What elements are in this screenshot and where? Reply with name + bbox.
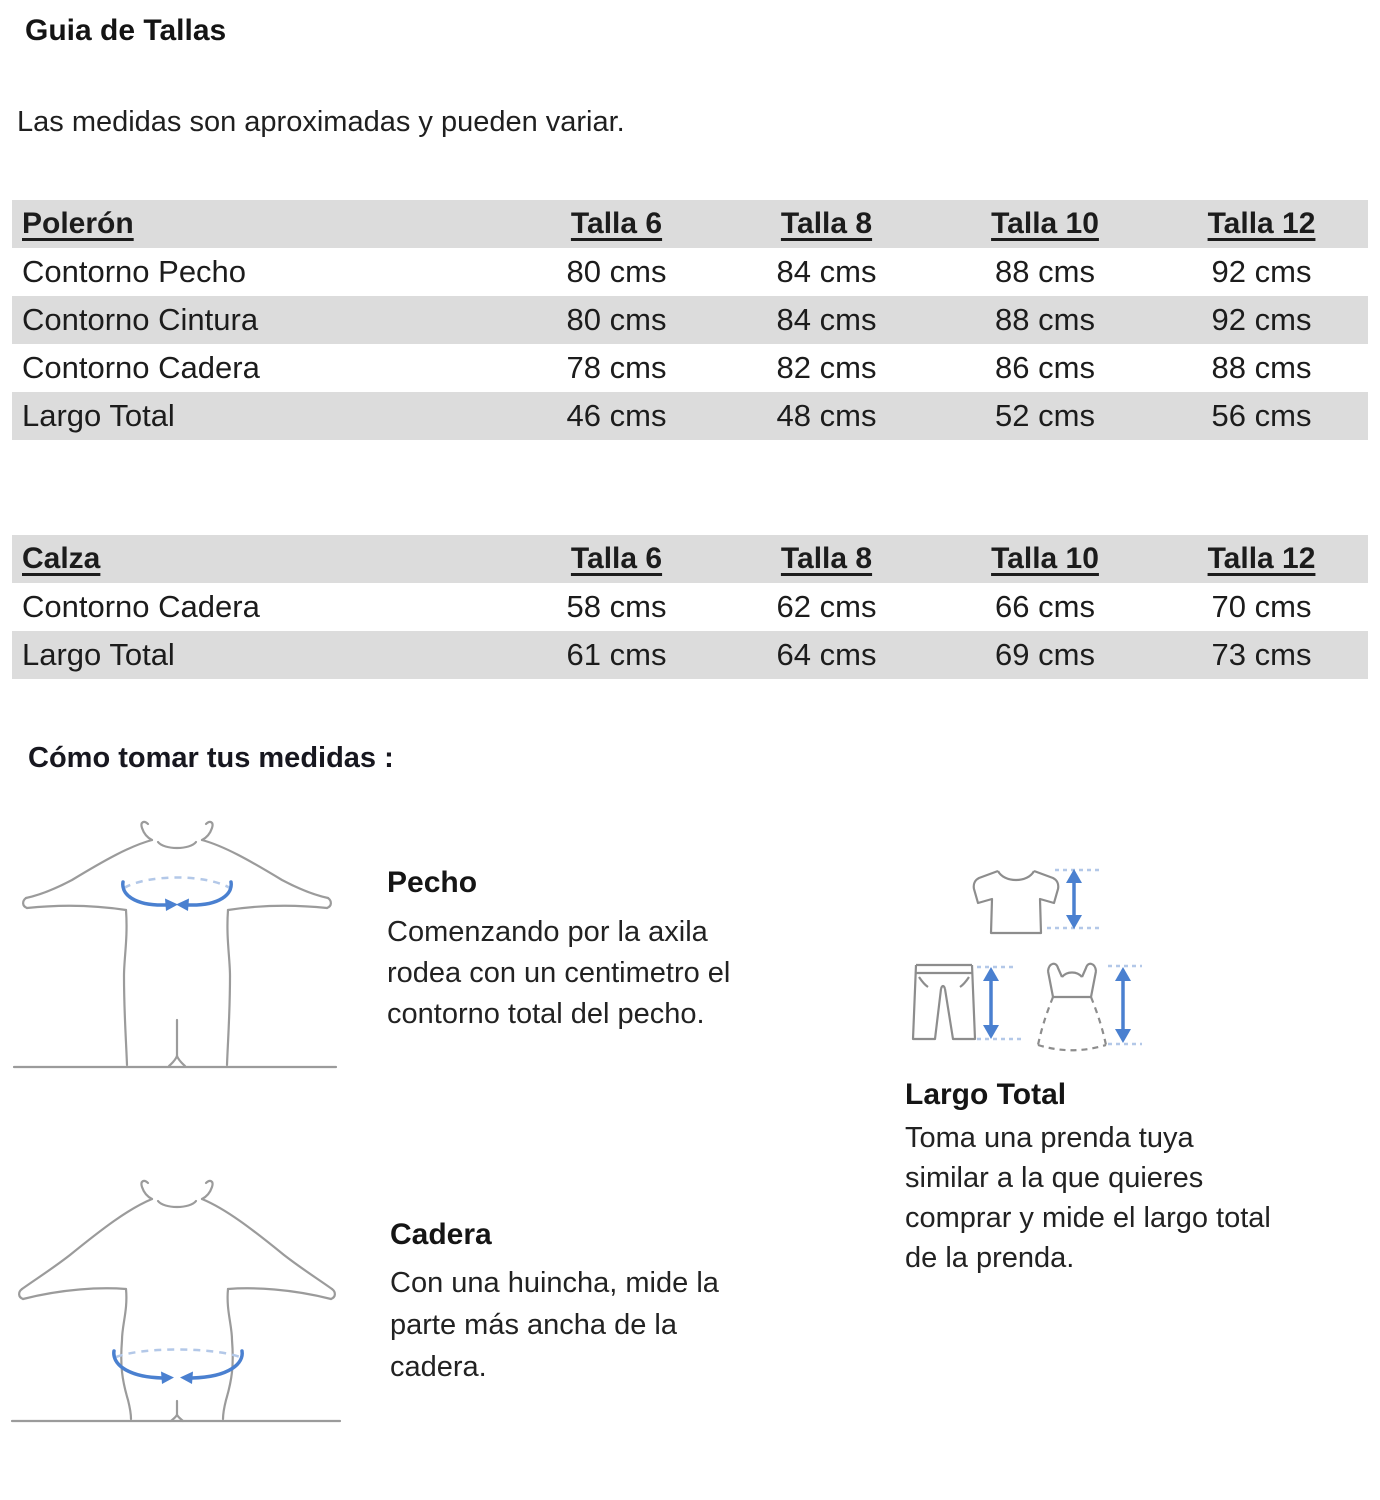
cell-value: 88 cms	[995, 302, 1095, 337]
row-label: Largo Total	[22, 637, 175, 672]
table-row	[12, 248, 1368, 296]
page-title: Guia de Tallas	[25, 14, 227, 47]
vertical-measure-arrow-icon	[977, 967, 1021, 1039]
cell-value: 73 cms	[1211, 637, 1312, 672]
column-header: Talla 12	[1207, 542, 1316, 575]
row-label: Contorno Cadera	[22, 350, 260, 385]
cadera-paragraph	[390, 1262, 719, 1388]
calza-size-table	[12, 535, 1368, 679]
cell-value: 92 cms	[1211, 302, 1312, 337]
table-row	[12, 583, 1368, 631]
cell-value: 82 cms	[776, 350, 877, 385]
pants-icon	[913, 965, 975, 1039]
chest-measure-figure	[10, 818, 345, 1070]
cell-value: 70 cms	[1211, 589, 1312, 624]
table-row	[12, 296, 1368, 344]
cell-value: 80 cms	[566, 254, 667, 289]
column-header: Talla 6	[570, 207, 663, 240]
row-label: Contorno Pecho	[22, 254, 247, 289]
table-row	[12, 631, 1368, 679]
largo-line: similar a la que quieres	[905, 1162, 1204, 1194]
cadera-line: cadera.	[390, 1351, 487, 1383]
dress-icon	[1038, 964, 1106, 1051]
cell-value: 56 cms	[1211, 398, 1312, 433]
cell-value: 84 cms	[776, 254, 877, 289]
cell-value: 46 cms	[566, 398, 667, 433]
cell-value: 52 cms	[995, 398, 1095, 433]
cell-value: 64 cms	[776, 637, 877, 672]
table-row	[12, 392, 1368, 440]
largo-line: Toma una prenda tuya	[905, 1122, 1194, 1154]
row-label: Contorno Cadera	[22, 589, 260, 624]
column-header: Talla 6	[570, 542, 663, 575]
cell-value: 69 cms	[995, 637, 1095, 672]
cell-value: 80 cms	[566, 302, 667, 337]
garment-length-icons	[895, 855, 1150, 1055]
row-label: Contorno Cintura	[22, 302, 259, 337]
pecho-line: contorno total del pecho.	[387, 998, 705, 1030]
column-header: Talla 8	[780, 542, 873, 575]
table-header-row	[12, 535, 1368, 583]
column-header: Talla 12	[1207, 207, 1316, 240]
hip-measure-figure	[10, 1175, 345, 1423]
table-name: Calza	[22, 542, 101, 575]
largo-line: de la prenda.	[905, 1242, 1075, 1274]
cell-value: 88 cms	[1211, 350, 1312, 385]
cell-value: 61 cms	[566, 637, 667, 672]
cadera-title: Cadera	[390, 1218, 492, 1251]
table-row	[12, 344, 1368, 392]
cell-value: 88 cms	[995, 254, 1095, 289]
cell-value: 84 cms	[776, 302, 877, 337]
pecho-title: Pecho	[387, 866, 478, 899]
largo-total-paragraph	[905, 1118, 1271, 1278]
poleron-size-table	[12, 200, 1368, 440]
column-header: Talla 8	[780, 207, 873, 240]
cell-value: 48 cms	[776, 398, 877, 433]
column-header: Talla 10	[991, 207, 1099, 240]
cell-value: 86 cms	[995, 350, 1095, 385]
table-name: Polerón	[22, 207, 134, 240]
tshirt-icon	[974, 871, 1059, 933]
cell-value: 58 cms	[566, 589, 667, 624]
cadera-line: Con una huincha, mide la	[390, 1267, 719, 1299]
cell-value: 78 cms	[566, 350, 667, 385]
largo-line: comprar y mide el largo total	[905, 1202, 1271, 1234]
page-subtitle: Las medidas son aproximadas y pueden variar.	[17, 106, 625, 138]
cell-value: 66 cms	[995, 589, 1095, 624]
vertical-measure-arrow-icon	[1108, 966, 1142, 1044]
largo-total-title: Largo Total	[905, 1078, 1067, 1111]
cell-value: 92 cms	[1211, 254, 1312, 289]
cadera-line: parte más ancha de la	[390, 1309, 677, 1341]
column-header: Talla 10	[991, 542, 1099, 575]
table-header-row	[12, 200, 1368, 248]
pecho-line: Comenzando por la axila	[387, 916, 708, 948]
pecho-paragraph	[387, 912, 730, 1035]
pecho-line: rodea con un centimetro el	[387, 957, 731, 989]
cell-value: 62 cms	[776, 589, 877, 624]
row-label: Largo Total	[22, 398, 175, 433]
how-to-heading: Cómo tomar tus medidas :	[28, 742, 394, 774]
